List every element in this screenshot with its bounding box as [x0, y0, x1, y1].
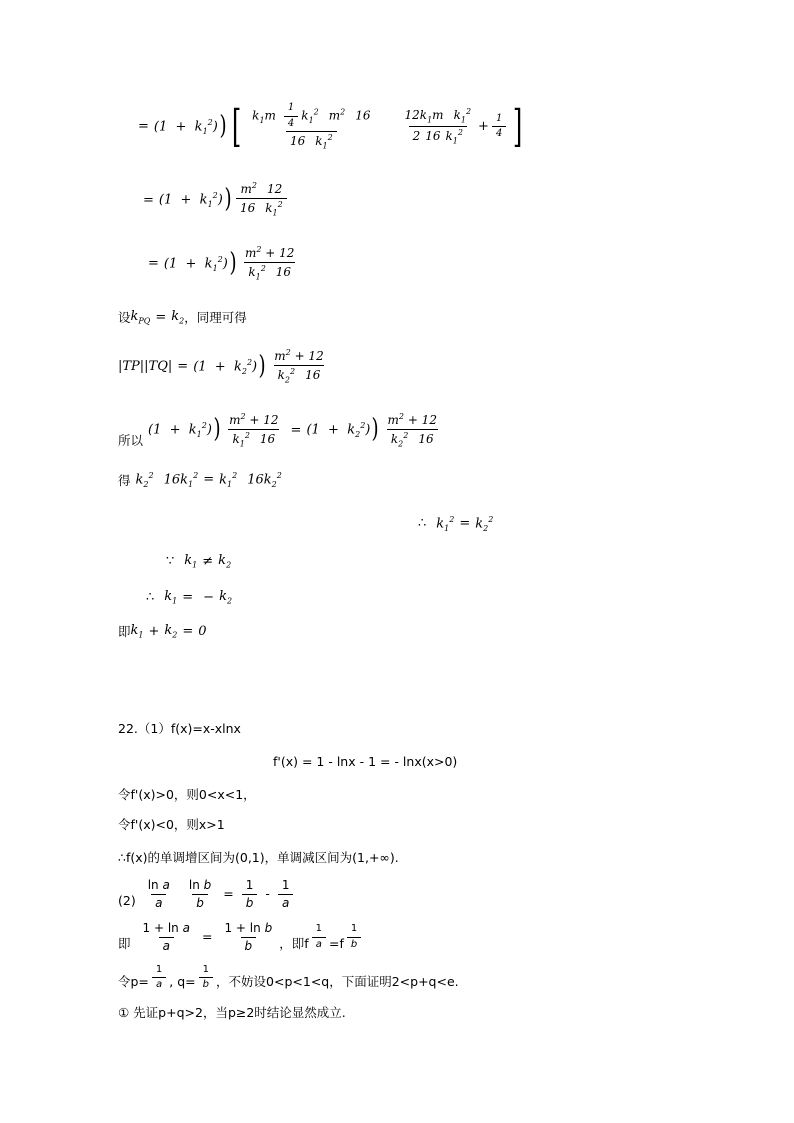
math-line-7 [118, 471, 718, 489]
fraction-1-plus-lnb-over-b: $\frac{\text{1 + ln b}}{b}$ [224, 920, 273, 953]
k2-symbol-b: $k_2$ [219, 589, 233, 607]
text-line-22-5 [118, 849, 718, 868]
open-bracket-glyph: [ [231, 100, 242, 152]
closing-paren-glyph-2: ) [224, 184, 232, 215]
math-line-9 [118, 553, 718, 570]
closing-paren-glyph: ) [219, 110, 227, 141]
fraction-inverse-b: $\frac{1}{b}$ [347, 923, 361, 951]
minus-sign-22-6: - [265, 885, 270, 901]
fraction-left-side: $\frac{m^2 + 12}{k_1^2 16}$ [229, 411, 279, 448]
k1-symbol-b: $k_1$ [164, 589, 178, 607]
math-line-2 [118, 181, 718, 218]
sixteen-k2-squared: $16k_2^2$ [247, 470, 282, 489]
fraction-one-quarter: $\frac{1}{4}$ [492, 113, 506, 141]
label-comma-22-7: ，即 [279, 936, 305, 952]
sixteen-k1-squared: $16k_1^2$ [163, 470, 199, 489]
label-ji: 即 [118, 624, 131, 640]
because-symbol: ∵ [166, 553, 175, 569]
text-22-4: 令f'(x)<0，则x>1 [118, 817, 225, 833]
label-de: 得 [118, 472, 131, 488]
fraction-second-term: $\frac{12k_1m k_1^2}{2 16 k_1^2}$ [404, 106, 472, 146]
k-pq: $k_{PQ}$ [130, 308, 151, 326]
document-content [118, 86, 718, 1023]
fraction-lnb-over-b: $\frac{\text{ln b}}{b}$ [188, 877, 212, 910]
math-line-5 [118, 348, 718, 385]
text-line-22-1 [118, 720, 718, 739]
one-plus-k1-squared-4: $(1 + k_1^2)$ [148, 421, 212, 440]
math-line-6 [118, 412, 718, 449]
equals-sign-11: = [182, 623, 194, 639]
text-line-22-8 [118, 964, 718, 992]
fraction-one-over-a: $\frac{1}{a}$ [278, 878, 294, 911]
k2-squared-b: $k_2^2$ [475, 514, 494, 533]
tp-tq-product: |TP||TQ| [118, 359, 173, 375]
math-line-3 [118, 245, 718, 282]
label-part-2: (2) [118, 893, 136, 909]
equals-f-of-inverse-b: =f [329, 936, 344, 952]
one-plus-k2-squared: $(1 + k_2^2)$ [193, 357, 258, 376]
fraction-first-term: $k_1m$ $\frac{1}{4}$ $k_1^2$ $m^2$ 16 16 $k_1^2$ [252, 102, 371, 151]
equals-sign-10: = [182, 590, 194, 606]
plus-sign: + [478, 119, 489, 135]
f-of-inverse-a: f [304, 936, 309, 952]
text-line-22-2 [118, 753, 718, 772]
zero-value: 0 [198, 623, 207, 639]
closing-paren-glyph-6a: ) [213, 414, 221, 445]
k2-symbol: $k_2$ [171, 308, 185, 326]
equals-sign-22-7: = [201, 928, 213, 944]
closing-paren-glyph-6b: ) [371, 414, 379, 445]
equals-sign: = [138, 119, 149, 135]
plus-sign-11: + [148, 623, 160, 639]
math-line-4 [118, 308, 718, 326]
text-22-9: ① 先证p+q>2，当p≥2时结论显然成立. [118, 1004, 346, 1020]
fraction-right-side: $\frac{m^2 + 12}{k_2^2 16}$ [387, 411, 437, 448]
math-line-8 [118, 515, 718, 533]
k1-symbol-c: $k_1$ [130, 622, 144, 640]
fraction-lna-over-a: $\frac{\text{ln a}}{a}$ [147, 877, 170, 910]
text-line-22-6 [118, 878, 718, 911]
close-bracket-glyph: ] [513, 100, 523, 152]
equals-sign-6: = [290, 422, 302, 438]
fraction-m2-plus-12-a: $\frac{m^2 + 12}{k_1^2 16}$ [244, 244, 295, 282]
k1-squared-b: $k_1^2$ [436, 514, 455, 533]
text-22-2: f'(x) = 1 - lnx - 1 = - lnx(x>0) [273, 753, 458, 769]
text-line-22-9 [118, 1004, 718, 1023]
label-ji-22: 即 [118, 936, 131, 952]
fraction-p-equals: $\frac{1}{a}$ [152, 964, 166, 992]
therefore-symbol-2: ∴ [146, 590, 155, 606]
math-line-10 [118, 589, 718, 606]
equals-sign-4: = [155, 309, 167, 325]
equals-sign-22-6: = [223, 885, 234, 901]
text-22-1: 22.（1）f(x)=x-xlnx [118, 721, 241, 737]
one-plus-k2-squared-2: $(1 + k_2^2)$ [306, 421, 371, 440]
fraction-q-equals: $\frac{1}{b}$ [199, 964, 213, 992]
fraction-inverse-a: $\frac{1}{a}$ [312, 923, 326, 951]
closing-paren-glyph-5: ) [258, 351, 266, 382]
therefore-symbol-1: ∴ [418, 516, 427, 532]
k2-symbol-a: $k_2$ [218, 552, 232, 570]
not-equal-sign: ≠ [202, 553, 214, 569]
equals-sign-5: = [177, 359, 189, 375]
minus-sign-10: − [203, 590, 215, 606]
equals-sign-2: = [143, 192, 154, 208]
math-line-1 [118, 102, 718, 151]
equals-sign-8: = [459, 516, 471, 532]
fraction-m2-12-a: $\frac{m^2 12}{16 k_1^2}$ [236, 181, 287, 218]
label-tail-22-8: ，不妨设0<p<1<q，下面证明2<p+q<e. [216, 974, 459, 990]
k1-symbol-a: $k_1$ [184, 552, 198, 570]
fraction-one-over-b: $\frac{1}{b}$ [242, 878, 258, 911]
one-plus-k1-squared-2: $(1 + k_1^2)$ [158, 191, 223, 210]
text-line-22-7 [118, 921, 718, 954]
closing-paren-glyph-3: ) [229, 247, 237, 278]
text-22-3: 令f'(x)>0，则0<x<1， [118, 786, 256, 802]
label-suoyi: 所以 [118, 432, 144, 448]
fraction-m2-plus-12-b: $\frac{m^2 + 12}{k_2^2 16}$ [274, 348, 324, 385]
fraction-1-plus-lna-over-a: $\frac{\text{1 + ln a}}{a}$ [142, 920, 190, 953]
text-line-22-4 [118, 816, 718, 835]
equals-sign-7: = [203, 472, 215, 488]
text-22-5: ∴f(x)的单调增区间为(0,1)，单调减区间为(1,+∞). [118, 850, 399, 866]
label-q-equals: , q= [169, 974, 196, 990]
one-plus-k1-squared-3: $(1 + k_1^2)$ [163, 254, 228, 273]
equals-sign-3: = [148, 255, 159, 271]
label-tongli: ，同理可得 [184, 310, 247, 326]
one-plus-k1-squared: $(1 + k_1^2)$ [153, 117, 218, 136]
label-ling-22-8: 令p= [118, 974, 149, 990]
text-line-22-3 [118, 786, 718, 805]
k2-squared-a: $k_2^2$ [135, 470, 154, 489]
k2-symbol-c: $k_2$ [164, 622, 178, 640]
label-she: 设 [118, 310, 131, 326]
k1-squared-a: $k_1^2$ [219, 470, 238, 489]
section-22 [118, 720, 718, 1023]
math-line-11 [118, 622, 718, 640]
